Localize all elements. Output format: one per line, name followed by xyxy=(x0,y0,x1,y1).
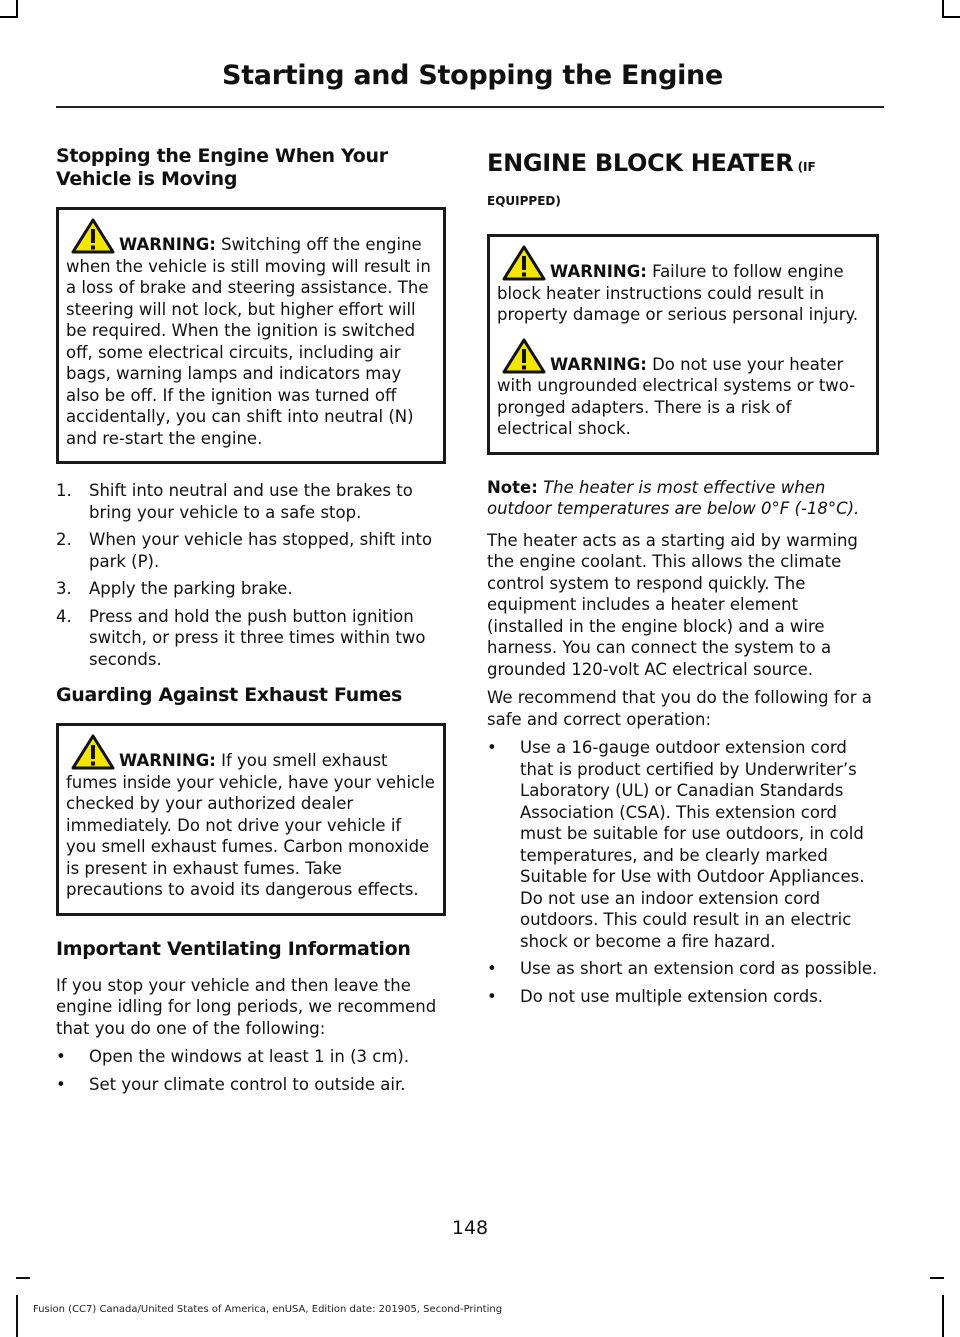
warning-paragraph xyxy=(66,232,435,449)
crop-mark xyxy=(942,1295,944,1337)
page-header-title: Starting and Stopping the Engine xyxy=(222,60,723,91)
note-label: Note: xyxy=(487,477,538,497)
warning-box xyxy=(56,207,446,464)
warning-paragraph xyxy=(497,352,868,440)
right-column xyxy=(487,145,879,1021)
warning-text: If you smell exhaust fumes inside your vehicle, have your vehicle checked by your authorized dealer immediately. Do not drive your vehicle if you smell exhaust fumes. Carbon monoxide is present in exhaust fumes. Take precautions to avoid its dangerous effects. xyxy=(66,751,435,899)
left-column xyxy=(56,145,446,1109)
header-rule xyxy=(56,106,884,108)
extension-cord-list xyxy=(487,737,879,1007)
warning-triangle-icon xyxy=(71,734,115,770)
ventilating-list xyxy=(56,1046,446,1095)
list-item: • Use a 16-gauge outdoor extension cord that is product certified by Underwriter’s Laboratory (UL) or Canadian Standards Association (CSA). This extension cord must be suitable for use outdoors, in cold temperatures, and be clearly marked Suitable for Use with Outdoor Appliances. Do not use an indoor extension cord outdoors. This could result in an electric shock or become a fire hazard. xyxy=(487,738,865,951)
section-title-ventilating: Important Ventilating Information xyxy=(56,937,411,960)
page-number: 148 xyxy=(451,1217,489,1239)
warning-label: WARNING: xyxy=(550,354,647,374)
list-item: • Do not use multiple extension cords. xyxy=(487,986,824,1006)
list-item: • Use as short an extension cord as possible. xyxy=(487,959,878,978)
warning-text: Do not use your heater with ungrounded electrical systems or two-pronged adapters. There is a risk of electrical shock. xyxy=(497,354,856,438)
warning-paragraph xyxy=(497,259,868,326)
stopping-steps-list xyxy=(56,480,446,670)
warning-label: WARNING: xyxy=(119,235,216,254)
list-item: 3. Apply the parking brake. xyxy=(56,579,293,598)
note xyxy=(487,477,879,520)
list-item: • Set your climate control to outside air. xyxy=(56,1074,406,1094)
warning-triangle-icon xyxy=(502,338,546,374)
ventilating-intro: If you stop your vehicle and then leave the engine idling for long periods, we recommend that you do one of the following: xyxy=(56,975,437,1038)
warning-label: WARNING: xyxy=(550,262,647,281)
crop-mark xyxy=(0,16,18,18)
warning-label: WARNING: xyxy=(119,751,216,770)
footer-edition-info: Fusion (CC7) Canada/United States of America, enUSA, Edition date: 201905, Second-Printing xyxy=(33,1304,503,1315)
warning-triangle-icon xyxy=(71,218,115,254)
heater-description: The heater acts as a starting aid by warming the engine coolant. This allows the climate control system to respond quickly. The equipment includes a heater element (installed in the engine block) and a wire harness. You can connect the system to a grounded 120-volt AC electrical source. xyxy=(487,530,858,679)
section-title-engine-block-heater: ENGINE BLOCK HEATER (IF EQUIPPED) xyxy=(487,149,816,208)
warning-text: Switching off the engine when the vehicle is still moving will result in a loss of brake and steering assistance. The steering will not lock, but higher effort will be required. When the ignition is switched off, some electrical circuits, including air bags, warning lamps and indicators may also be off. If the ignition was turned off accidentally, you can shift into neutral (N) and re-start the engine. xyxy=(66,235,431,448)
crop-mark xyxy=(16,1295,18,1337)
heater-recommendation: We recommend that you do the following for a safe and correct operation: xyxy=(487,688,872,729)
crop-mark xyxy=(942,16,960,18)
section-title-exhaust: Guarding Against Exhaust Fumes xyxy=(56,684,403,706)
list-item: 1. Shift into neutral and use the brakes to bring your vehicle to a safe stop. xyxy=(56,481,413,522)
crop-mark xyxy=(16,1277,30,1279)
crop-mark xyxy=(930,1277,944,1279)
warning-box xyxy=(56,723,446,916)
warning-paragraph xyxy=(66,748,435,901)
warning-box xyxy=(487,234,879,455)
warning-text: Failure to follow engine block heater instructions could result in property damage or serious personal injury. xyxy=(497,262,859,324)
list-item: 4. Press and hold the push button ignition switch, or press it three times within two seconds. xyxy=(56,606,426,669)
list-item: 2. When your vehicle has stopped, shift into park (P). xyxy=(56,530,433,571)
section-title-stopping-moving: Stopping the Engine When Your Vehicle is Moving xyxy=(56,145,388,190)
list-item: • Open the windows at least 1 in (3 cm). xyxy=(56,1047,410,1066)
note-text: The heater is most effective when outdoor temperatures are below 0°F (-18°C). xyxy=(487,477,860,518)
warning-triangle-icon xyxy=(502,245,546,281)
